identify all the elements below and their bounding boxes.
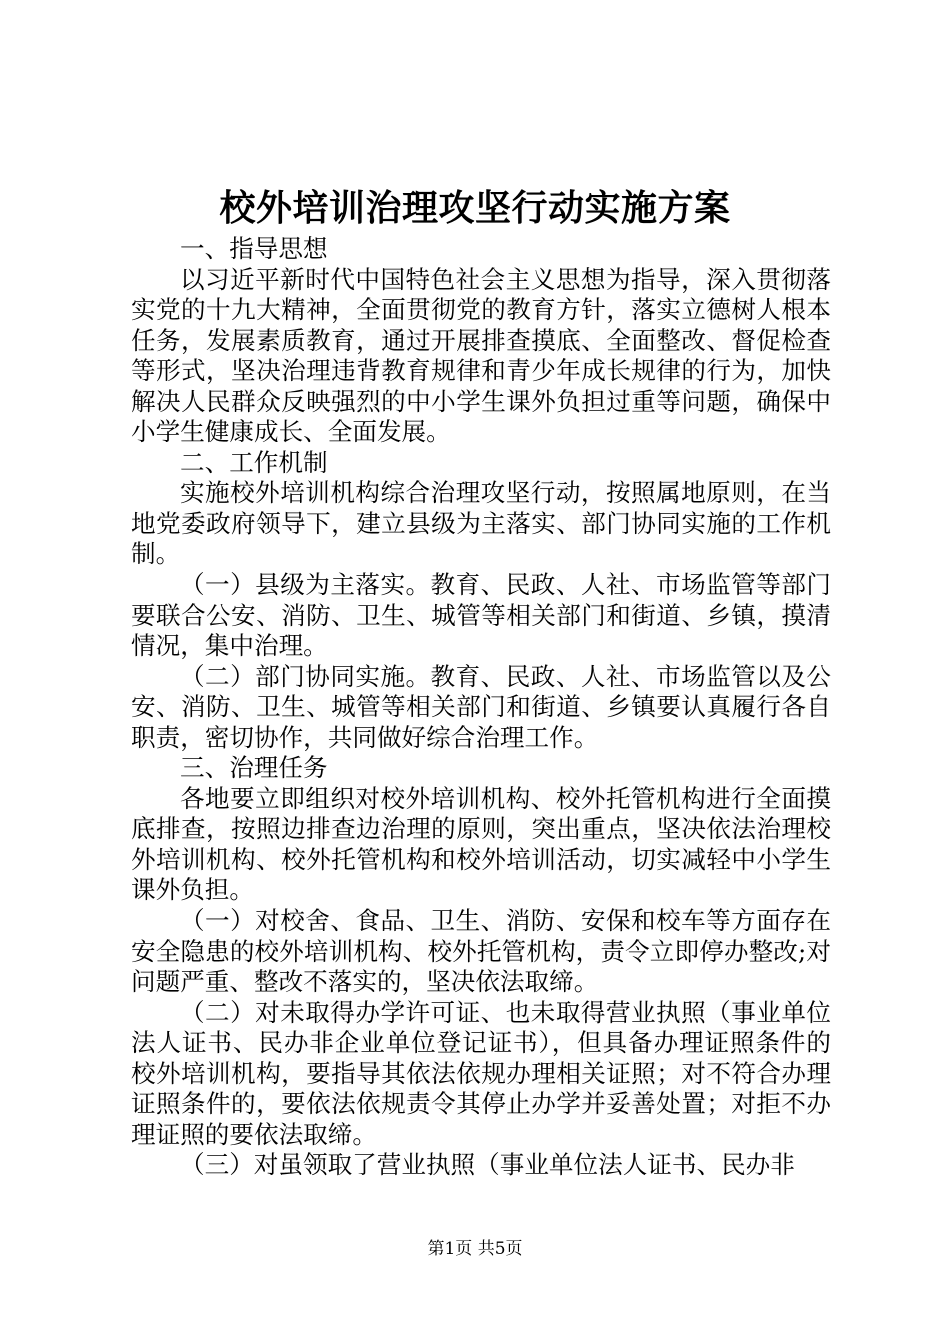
paragraph: 各地要立即组织对校外培训机构、校外托管机构进行全面摸底排查，按照边排查边治理的原则，突出重点，坚决依法治理校外培训机构、校外托管机构和校外培训活动，切实减轻中小学生课外负担。 [131, 783, 831, 905]
paragraph: （二）部门协同实施。教育、民政、人社、市场监管以及公安、消防、卫生、城管等相关部门和街道、乡镇要认真履行各自职责，密切协作，共同做好综合治理工作。 [131, 661, 831, 752]
paragraph: （二）对未取得办学许可证、也未取得营业执照（事业单位法人证书、民办非企业单位登记证书），但具备办理证照条件的校外培训机构，要指导其依法依规办理相关证照；对不符合办理证照条件的，要依法依规责令其停止办学并妥善处置；对拒不办理证照的要依法取缔。 [131, 997, 831, 1149]
paragraph: （一）对校舍、食品、卫生、消防、安保和校车等方面存在安全隐患的校外培训机构、校外托管机构，责令立即停办整改;对问题严重、整改不落实的，坚决依法取缔。 [131, 906, 831, 997]
section-heading: 二、工作机制 [180, 447, 328, 477]
paragraph: 实施校外培训机构综合治理攻坚行动，按照属地原则，在当地党委政府领导下，建立县级为主落实、部门协同实施的工作机制。 [131, 478, 831, 569]
document-title: 校外培训治理攻坚行动实施方案 [219, 187, 731, 229]
paragraph: 以习近平新时代中国特色社会主义思想为指导，深入贯彻落实党的十九大精神，全面贯彻党的教育方针，落实立德树人根本任务，发展素质教育，通过开展排查摸底、全面整改、督促检查等形式，坚决治理违背教育规律和青少年成长规律的行为，加快解决人民群众反映强烈的中小学生课外负担过重等问题，确保中小学生健康成长、全面发展。 [131, 264, 831, 447]
paragraph: （一）县级为主落实。教育、民政、人社、市场监管等部门要联合公安、消防、卫生、城管等相关部门和街道、乡镇，摸清情况，集中治理。 [131, 570, 831, 661]
section-heading: 三、治理任务 [180, 753, 328, 783]
page-footer: 第1页 共5页 [427, 1239, 523, 1259]
document-body [131, 234, 831, 1181]
section-heading: 一、指导思想 [180, 234, 328, 263]
paragraph: （三）对虽领取了营业执照（事业单位法人证书、民办非 [180, 1150, 795, 1180]
